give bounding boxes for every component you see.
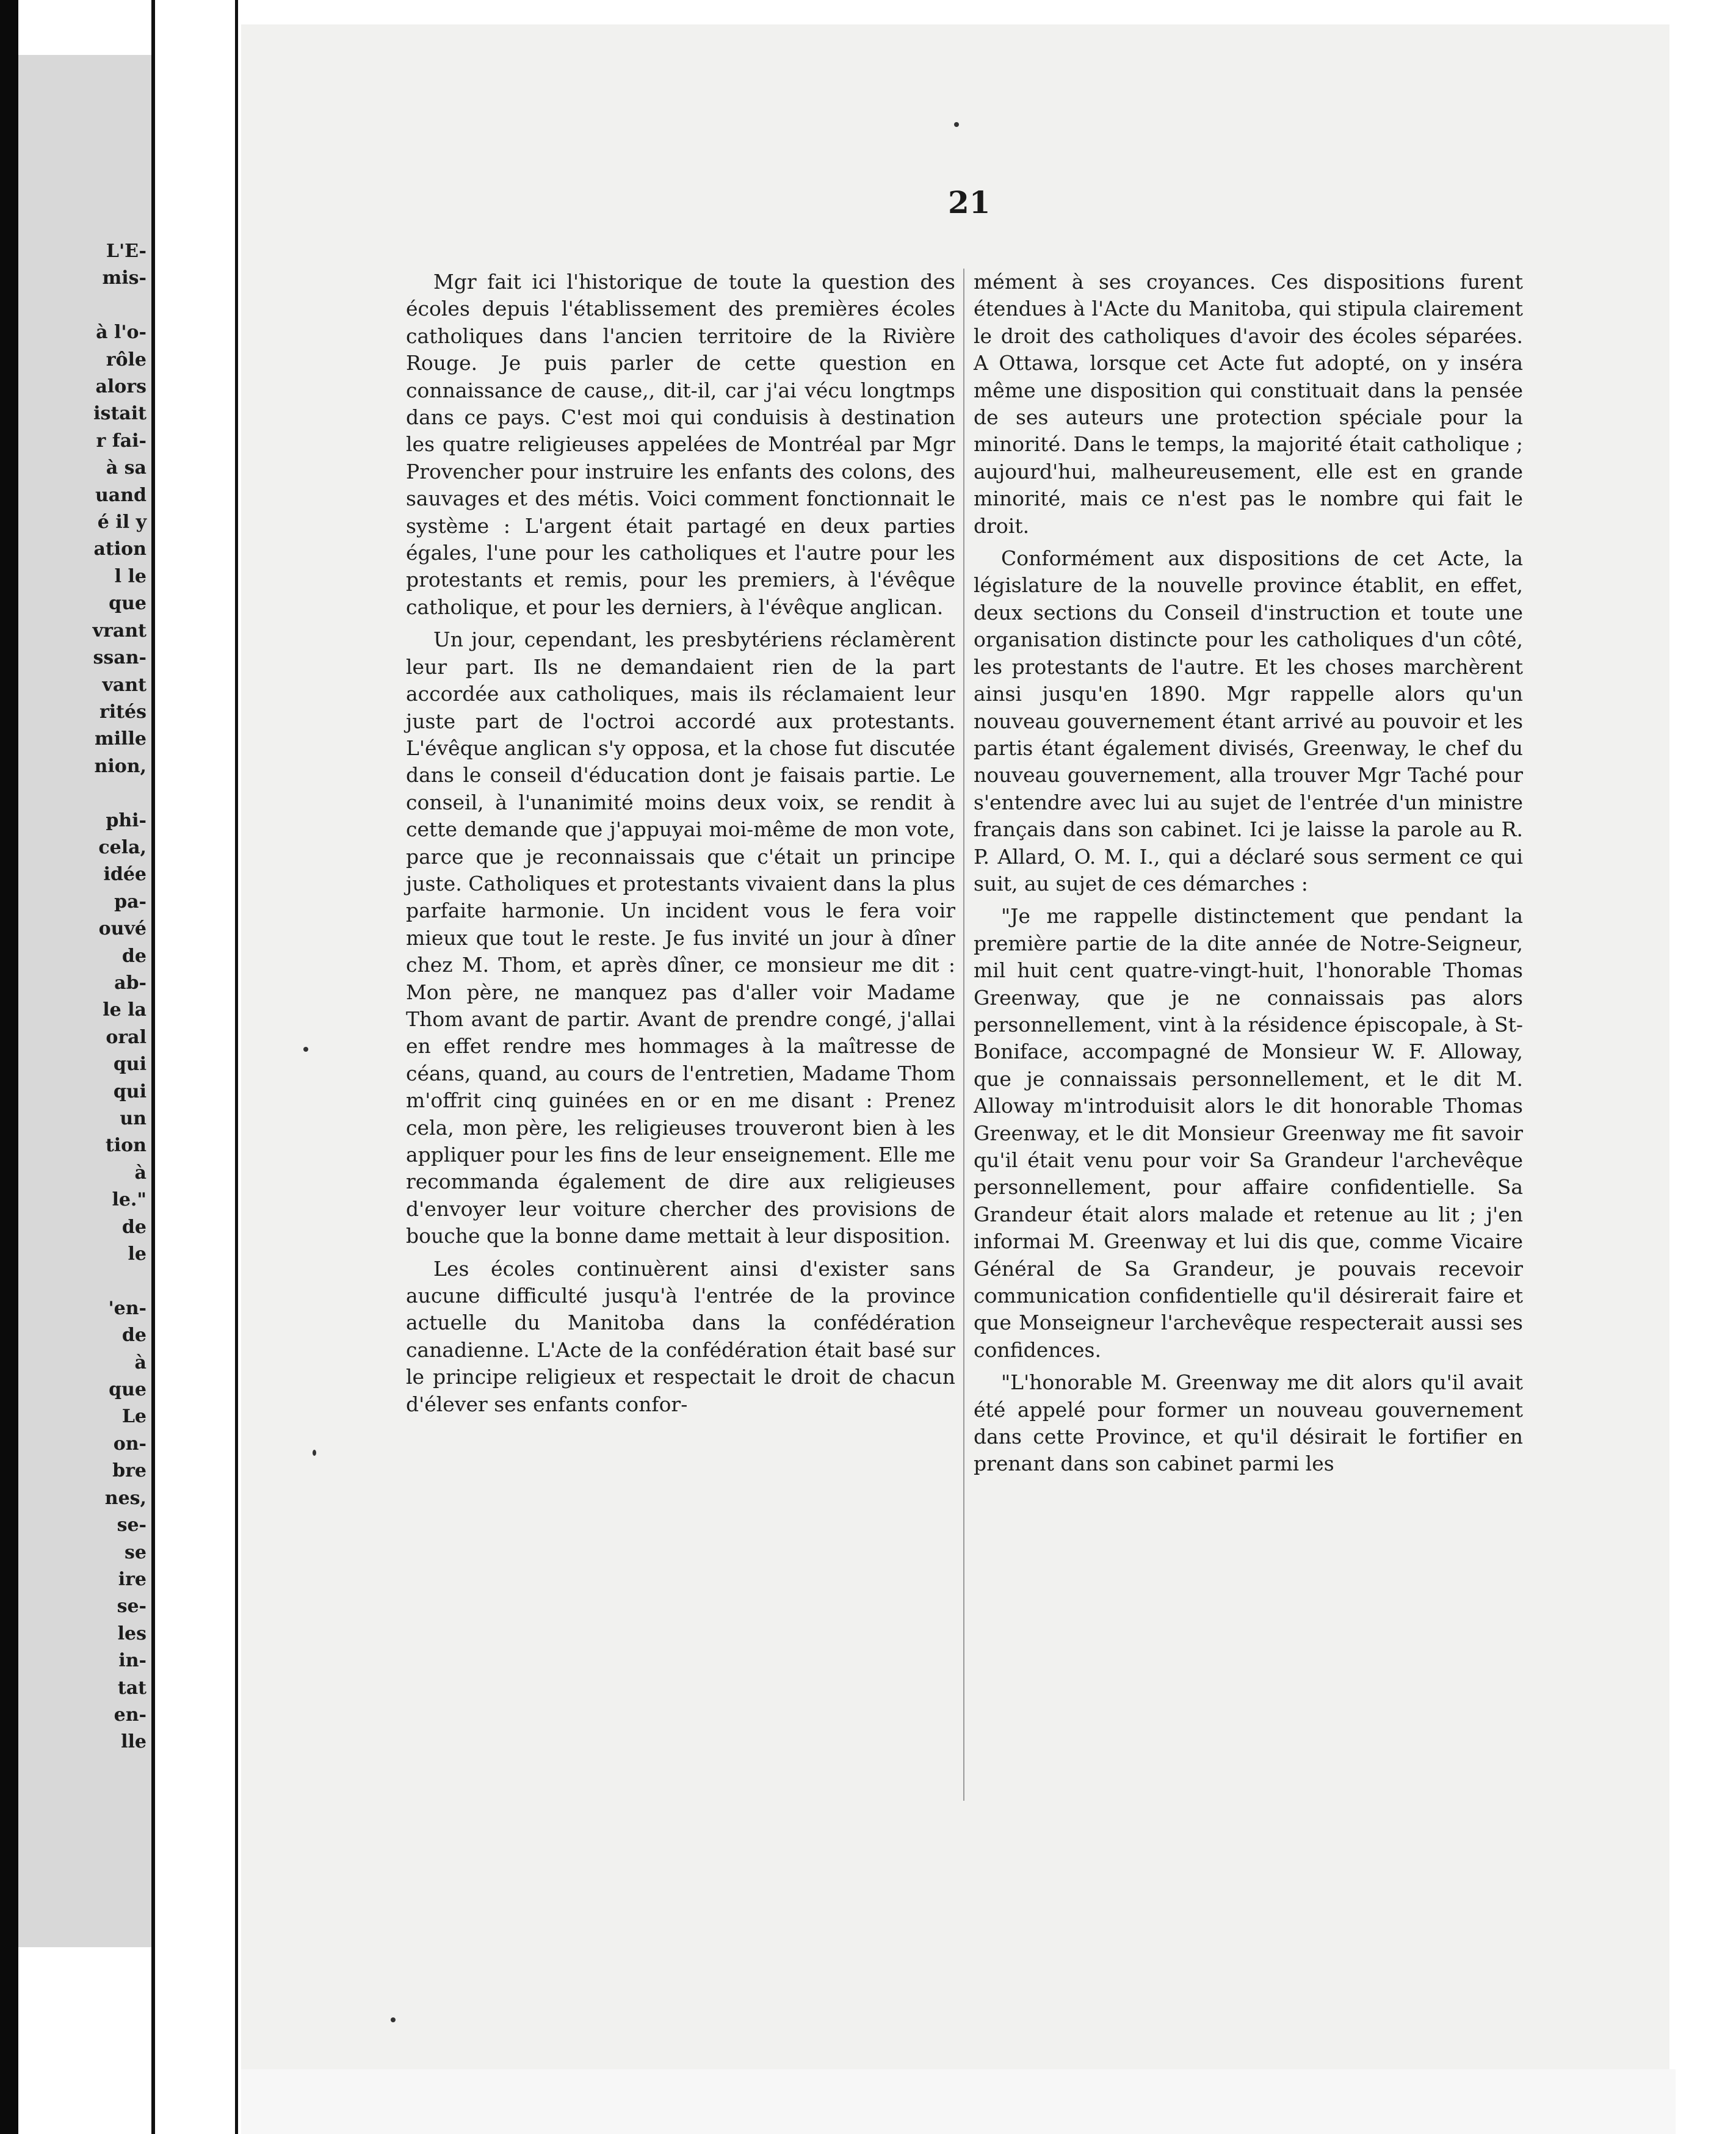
- previous-page-fragment: istait: [93, 403, 146, 425]
- previous-page-fragment: in-: [118, 1650, 146, 1672]
- previous-page-fragment: ouvé: [98, 918, 146, 940]
- previous-page-fragment: Le: [121, 1406, 146, 1428]
- previous-page-fragment: le.": [112, 1189, 146, 1211]
- previous-page-fragment: tion: [105, 1135, 146, 1157]
- previous-page-fragment: l le: [114, 565, 146, 587]
- previous-page-fragment: que: [109, 1379, 146, 1401]
- previous-page-fragment: à sa: [106, 457, 146, 479]
- previous-page-fragment: mis-: [102, 267, 146, 289]
- page-margin: [241, 2069, 1676, 2134]
- previous-page-fragment: se: [125, 1541, 146, 1563]
- previous-page-fragment: les: [117, 1622, 146, 1644]
- previous-page-fragment: oral: [106, 1026, 146, 1048]
- previous-page-fragment: le: [128, 1243, 146, 1265]
- previous-page-fragment: rités: [99, 701, 146, 723]
- left-column: [406, 269, 955, 1423]
- previous-page-fragment: cela,: [98, 836, 146, 858]
- previous-page-fragment: L'E-: [106, 241, 146, 262]
- previous-page-fragment: à: [134, 1351, 146, 1373]
- previous-page-fragment: phi-: [106, 809, 146, 831]
- previous-page-fragment: le la: [103, 999, 146, 1021]
- previous-page-text: [18, 238, 146, 1756]
- previous-page-fragment: de: [121, 1216, 146, 1238]
- previous-page-fragment: qui: [113, 1080, 146, 1102]
- paragraph: Les écoles continuèrent ainsi d'exister sans aucune difficulté jusqu'à l'entrée de la province actuelle du Manitoba dans la confédération canadienne. L'Acte de la confédération était basé sur le principe religieux et respectait le droit de chacun d'élever ses enfants confor-: [406, 1256, 955, 1416]
- previous-page-fragment: qui: [113, 1054, 146, 1076]
- previous-page-fragment: rôle: [106, 349, 146, 371]
- previous-page-fragment: bre: [112, 1460, 146, 1482]
- previous-page-fragment: à: [134, 1162, 146, 1184]
- previous-page-fragment: on-: [113, 1433, 146, 1455]
- previous-page-fragment: tat: [117, 1677, 146, 1699]
- previous-page-fragment: ire: [118, 1568, 146, 1590]
- previous-page-fragment: idée: [103, 864, 146, 886]
- paragraph-continuation: mément à ses croyances. Ces dispositions furent étendues à l'Acte du Manitoba, qui stipula clairement le droit des catholiques d'avoir des écoles séparées. A Ottawa, lorsque cet Acte fut adopté, on y inséra même une disposition qui constituait dans la pensée de ses auteurs une protection spéciale pour la minorité. Dans le temps, la majorité était catholique ; aujourd'hui, malheureusement, elle est en grande minorité, mais ce n'est pas le nombre qui fait le droit.: [974, 270, 1523, 538]
- scan-speck: [313, 1450, 316, 1456]
- previous-page-fragment: ab-: [114, 972, 146, 994]
- gutter-divider: [235, 0, 238, 2134]
- column-rule: [963, 269, 964, 1801]
- previous-page-fragment: é il y: [97, 512, 146, 534]
- previous-page-fragment: se-: [117, 1596, 146, 1618]
- previous-page-fragment: uand: [95, 484, 146, 506]
- previous-page-fragment: [18, 780, 146, 807]
- gutter-divider: [151, 0, 155, 2134]
- right-column: [974, 269, 1523, 1483]
- paragraph: "Je me rappelle distinctement que pendant la première partie de la dite année de Notre-Seigneur, mil huit cent quatre-vingt-huit, l'honorable Thomas Greenway, que je ne connaissais pas alors personnellement, vint à la résidence épiscopale, à St-Boniface, accompagné de Monsieur W. F. Alloway, que je connaissais personnellement, et le dit M. Alloway m'introduisit alors le dit honorable Thomas Greenway, et le dit Monsieur Greenway me fit savoir qu'il était venu pour voir Sa Grandeur l'archevêque personnellement, pour affaire confidentielle. Sa Grandeur était alors malade et retenue au lit ; j'en informai M. Greenway et lui dis que, comme Vicaire Général de Sa Grandeur, je pouvais recevoir communication confidentielle qu'il désirerait faire et que Monseigneur l'archevêque respecterait aussi ses confidences.: [974, 904, 1523, 1362]
- previous-page-fragment: [18, 292, 146, 319]
- previous-page-fragment: alors: [95, 376, 146, 398]
- previous-page-fragment: ation: [93, 538, 146, 560]
- previous-page-fragment: [18, 1268, 146, 1295]
- page-number: 21: [948, 184, 991, 220]
- previous-page-fragment: nion,: [94, 755, 146, 777]
- scan-speck: [954, 122, 959, 127]
- paragraph: "L'honorable M. Greenway me dit alors qu'il avait été appelé pour former un nouveau gouvernement dans cette Province, et qu'il désirait le fortifier en prenant dans son cabinet parmi les: [974, 1370, 1523, 1476]
- previous-page-fragment: mille: [94, 728, 146, 750]
- paragraph: Un jour, cependant, les presbytériens réclamèrent leur part. Ils ne demandaient rien de la part accordée aux catholiques, mais ils réclamaient leur juste part de l'octroi accordé aux protestants. L'évêque anglican s'y opposa, et la chose fut discutée dans le conseil d'éducation dont je faisais partie. Le conseil, à l'unanimité moins deux voix, se rendit à cette demande que j'appuyai moi-même de mon vote, parce que je reconnaissais que c'était un principe juste. Catholiques et protestants vivaient dans la plus parfaite harmonie. Un incident vous le fera voir mieux que tout le reste. Je fus invité un jour à dîner chez M. Thom, et après dîner, ce monsieur me dit : Mon père, ne manquez pas d'aller voir Madame Thom avant de partir. Avant de prendre congé, j'allai en effet rendre mes hommages à la maîtresse de céans, quand, au cours de l'entretien, Madame Thom m'offrit cinq guinées en or en me disant : Prenez cela, mon père, les religieuses trouveront bien à les appliquer pour les fins de leur enseignement. Elle me recommanda également de dire aux religieuses d'envoyer leur voiture chercher des provisions de bouche que la bonne dame mettait à leur disposition.: [406, 628, 955, 1248]
- previous-page-fragment: vant: [102, 674, 146, 696]
- previous-page-fragment: lle: [121, 1731, 146, 1753]
- previous-page-fragment: que: [109, 593, 146, 615]
- previous-page-strip: [18, 55, 151, 1947]
- previous-page-fragment: pa-: [114, 891, 146, 913]
- previous-page-fragment: nes,: [104, 1487, 146, 1509]
- previous-page-fragment: de: [121, 1325, 146, 1347]
- previous-page-fragment: en-: [114, 1704, 146, 1726]
- previous-page-fragment: vrant: [92, 620, 146, 642]
- paragraph: Conformément aux dispositions de cet Acte, la législature de la nouvelle province établit, en effet, deux sections du Conseil d'instruction et toute une organisation distincte pour les catholiques d'un côté, les protestants de l'autre. Et les choses marchèrent ainsi jusqu'en 1890. Mgr rappelle alors qu'un nouveau gouvernement étant arrivé au pouvoir et les partis étant également divisés, Greenway, le chef du nouveau gouvernement, alla trouver Mgr Taché pour s'entendre avec lui au sujet de l'entrée d'un ministre français dans son cabinet. Ici je laisse la parole au R. P. Allard, O. M. I., qui a déclaré sous serment ce qui suit, au sujet de ces démarches :: [974, 546, 1523, 895]
- previous-page-fragment: à l'o-: [96, 322, 146, 344]
- previous-page-fragment: ssan-: [93, 647, 146, 669]
- previous-page-fragment: de: [121, 945, 146, 967]
- previous-page-fragment: 'en-: [108, 1297, 146, 1319]
- page-margin: [1669, 0, 1736, 2134]
- previous-page-fragment: un: [120, 1108, 146, 1129]
- previous-page-fragment: se-: [117, 1514, 146, 1536]
- paragraph: Mgr fait ici l'historique de toute la question des écoles depuis l'établissement des premières écoles catholiques dans l'ancien territoire de la Rivière Rouge. Je puis parler de cette question en connaissance de cause,, dit-il, car j'ai vécu longtmps dans ce pays. C'est moi qui conduisis à destination les quatre religieuses appelées de Montréal par Mgr Provencher pour instruire les enfants des colons, des sauvages et des métis. Voici comment fonctionnait le système : L'argent était partagé en deux parties égales, l'une pour les catholiques et l'autre pour les protestants et remis, pour les premiers, à l'évêque catholique, et pour les derniers, à l'évêque anglican.: [406, 270, 955, 619]
- previous-page-fragment: r fai-: [96, 430, 146, 452]
- scan-border: [0, 0, 18, 2134]
- scan-speck: [303, 1047, 308, 1052]
- scan-speck: [391, 2017, 396, 2022]
